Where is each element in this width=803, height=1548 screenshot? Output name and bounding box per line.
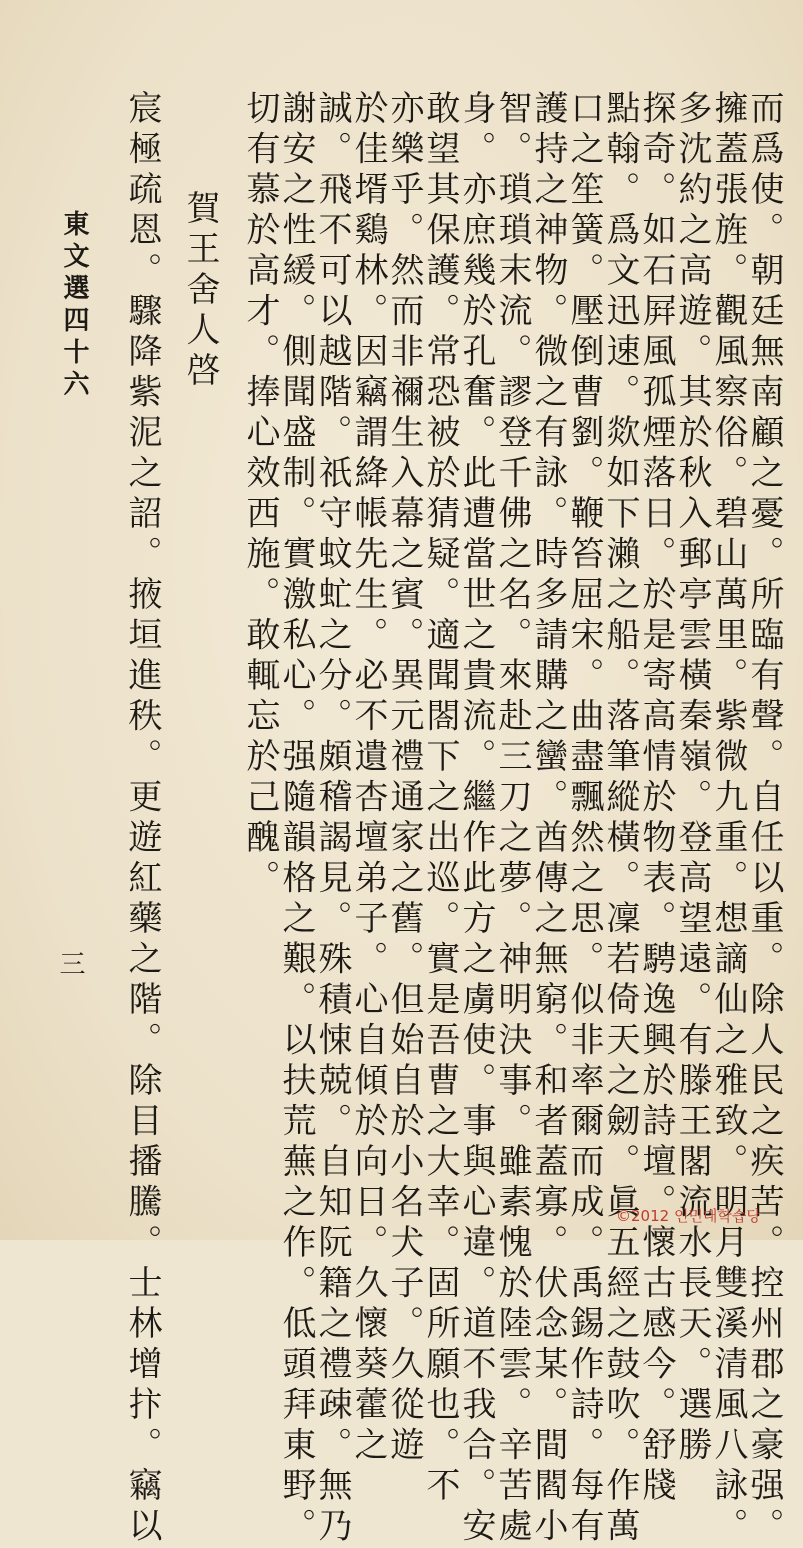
text-column-11: 亦樂乎。然而非禰生入幕之賓。異元禮通家之舊。但始自於小名犬子。久從遊 [384,90,424,1467]
margin-title: 東文選四十六 [59,210,89,402]
text-column-12: 於佳壻鷄林。因竊謂絳帳先生。必不遺杏壇弟子。心自傾於向日。久懷葵藿之 [348,90,388,1467]
text-column-10: 敢望其保護。常恐被於猜疑。適聞閤下之出巡。實是吾曹之大幸。固所願也。不 [420,90,460,1508]
text-column-9: 身。亦庶幾於孔奮。此遭當世之貴流。繼作此方之虜使。事與心違。道不我合。安 [456,90,496,1548]
text-column-3: 多沈約之高遊。其於秋入郵亭雲橫秦嶺。登高望遠。有滕王閣流水長天。選勝 [672,90,712,1467]
text-column-5: 點翰。爲文迅速。欻如下瀨之船。落筆縱橫。凜若倚天之劒。眞五經之鼓吹。作萬 [600,90,640,1548]
text-column-8: 智。瑣瑣末流。謬登千佛之名。來赴三刀之夢。神明決事。雖素愧於陸雲。辛苦處 [492,90,532,1548]
text-column-7: 護持之神物。微之有詠。時多請購之蠻。酋傳之無窮。和者蓋寡。伏念某。間閻小 [528,90,568,1548]
text-column-15: 切有慕於高才。捧心效西施。敢輒忘於己醜。 [240,90,280,900]
text-column-4: 探奇。如石屛風孤煙落日。於是寄高情於物表。騁逸興於詩壇。懷古感今。舒牋 [636,90,676,1508]
copyright-watermark: ©2012 인민대학습당 [616,1207,761,1225]
section-heading: 賀王舍人啓 [180,190,220,393]
text-column-6: 口之笙簧。壓倒曹劉。鞭笞屈宋。曲盡飄然之思。似非率爾而成。禹錫作詩。每有 [564,90,604,1548]
page-number: 三 [55,950,85,976]
text-column-17: 宸極疏恩。驟降紫泥之詔。掖垣進秩。更遊紅藥之階。除目播騰。士林增抃。竊以 [122,90,162,1548]
text-column-1: 而爲使。朝廷無南顧之憂。所臨有聲。自任以重。除人民之疾苦。控州郡之豪强。 [744,90,784,1548]
text-column-2: 擁蓋張旌。觀風察俗。碧山萬里。紫微九重。想謫仙之雅致。明月雙溪清風八詠。 [708,90,748,1548]
text-column-13: 誠。飛不可以越階。祇守蚊虻之分。頗稽謁見。殊積悚兢。自知阮籍之禮疎。無乃 [312,90,352,1548]
text-column-14: 謝安之性緩。側聞盛制。實激私心。强隨韻格之艱。以扶荒蕪之作。低頭拜東野。 [276,90,316,1548]
